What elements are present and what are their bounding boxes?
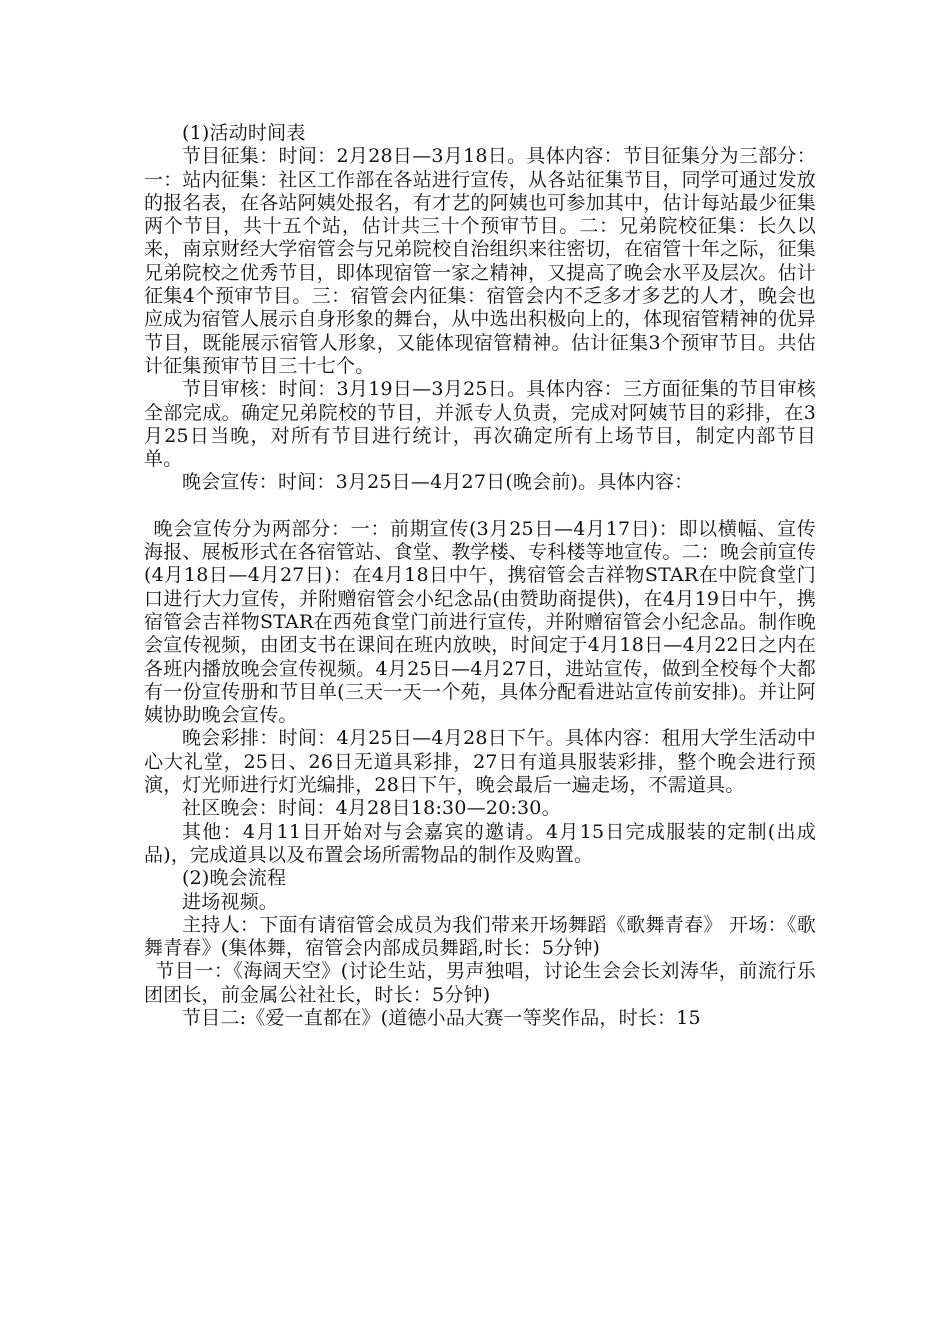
paragraph-program-two: 节目二:《爱一直都在》(道德小品大赛一等奖作品，时长：15 (182, 1006, 701, 1029)
section-heading-schedule: (1)活动时间表 (182, 122, 306, 144)
paragraph-other: 其他：4月11日开始对与会嘉宾的邀请。4月15日完成服装的定制(出成品)，完成道具以及布置会场所需物品的制作及购置。 (144, 820, 816, 866)
paragraph-rehearsal: 晚会彩排：时间：4月25日—4月28日下午。具体内容：租用大学生活动中心大礼堂，25日、26日无道具彩排，27日有道具服装彩排，整个晚会进行预演，灯光师进行灯光编排，28日下午，晚会最后一遍走场，不需道具。 (144, 727, 816, 797)
paragraph-publicity-detail: 晚会宣传分为两部分：一：前期宣传(3月25日—4月17日)：即以横幅、宣传海报、展板形式在各宿管站、食堂、教学楼、专科楼等地宣传。二：晚会前宣传(4月18日—4月27日)：在4月18日中午，携宿管会吉祥物STAR在中院食堂门口进行大力宣传，并附赠宿管会小纪念品(由赞助商提供)，在4月19日中午，携宿管会吉祥物STAR在西苑食堂门前进行宣传，并附赠宿管会小纪念品。制作晚会宣传视频，由团支书在课间在班内放映，时间定于4月18日—4月22日之内在各班内播放晚会宣传视频。4月25日—4月27日，进站宣传，做到全校每个大都有一份宣传册和节目单(三天一天一个苑，具体分配看进站宣传前安排)。并让阿姨协助晚会宣传。 (144, 517, 817, 727)
blank-line (144, 495, 816, 518)
paragraph-community-gala: 社区晚会：时间：4月28日18:30—20:30。 (182, 797, 561, 820)
document-body (144, 122, 816, 1030)
paragraph-program-collection: 节目征集：时间：2月28日—3月18日。具体内容：节目征集分为三部分：一：站内征集：社区工作部在各站进行宣传，从各站征集节目，同学可通过发放的报名表，在各站阿姨处报名，有才艺的阿姨也可参加其中，估计每站最少征集两个节目，共十五个站，估计共三十个预审节目。二：兄弟院校征集：长久以来，南京财经大学宿管会与兄弟院校自治组织来往密切，在宿管十年之际，征集兄弟院校之优秀节目，即体现宿管一家之精神，又提高了晚会水平及层次。估计征集4个预审节目。三：宿管会内征集：宿管会内不乏多才多艺的人才，晚会也应成为宿管人展示自身形象的舞台，从中选出积极向上的，体现宿管精神的优异节目，既能展示宿管人形象，又能体现宿管精神。估计征集3个预审节目。共估计征集预审节目三十七个。 (144, 145, 817, 377)
paragraph-entrance-video: 进场视频。 (182, 890, 279, 913)
section-heading-flow: (2)晚会流程 (182, 867, 287, 890)
paragraph-program-one: 节目一：《海阔天空》(讨论生站，男声独唱，讨论生会会长刘涛华，前流行乐团团长，前金属公社社长，时长：5分钟) (144, 960, 816, 1006)
paragraph-program-review: 节目审核：时间：3月19日—3月25日。具体内容：三方面征集的节目审核全部完成。确定兄弟院校的节目，并派专人负责，完成对阿姨节目的彩排，在3月25日当晚，对所有节目进行统计，再次确定所有上场节目，制定内部节目单。 (144, 378, 816, 471)
paragraph-host-opening: 主持人：下面有请宿管会成员为我们带来开场舞蹈《歌舞青春》 开场：《歌舞青春》(集体舞，宿管会内部成员舞蹈,时长：5分钟) (144, 913, 816, 960)
paragraph-publicity-intro: 晚会宣传：时间：3月25日—4月27日(晚会前)。具体内容： (182, 471, 694, 494)
